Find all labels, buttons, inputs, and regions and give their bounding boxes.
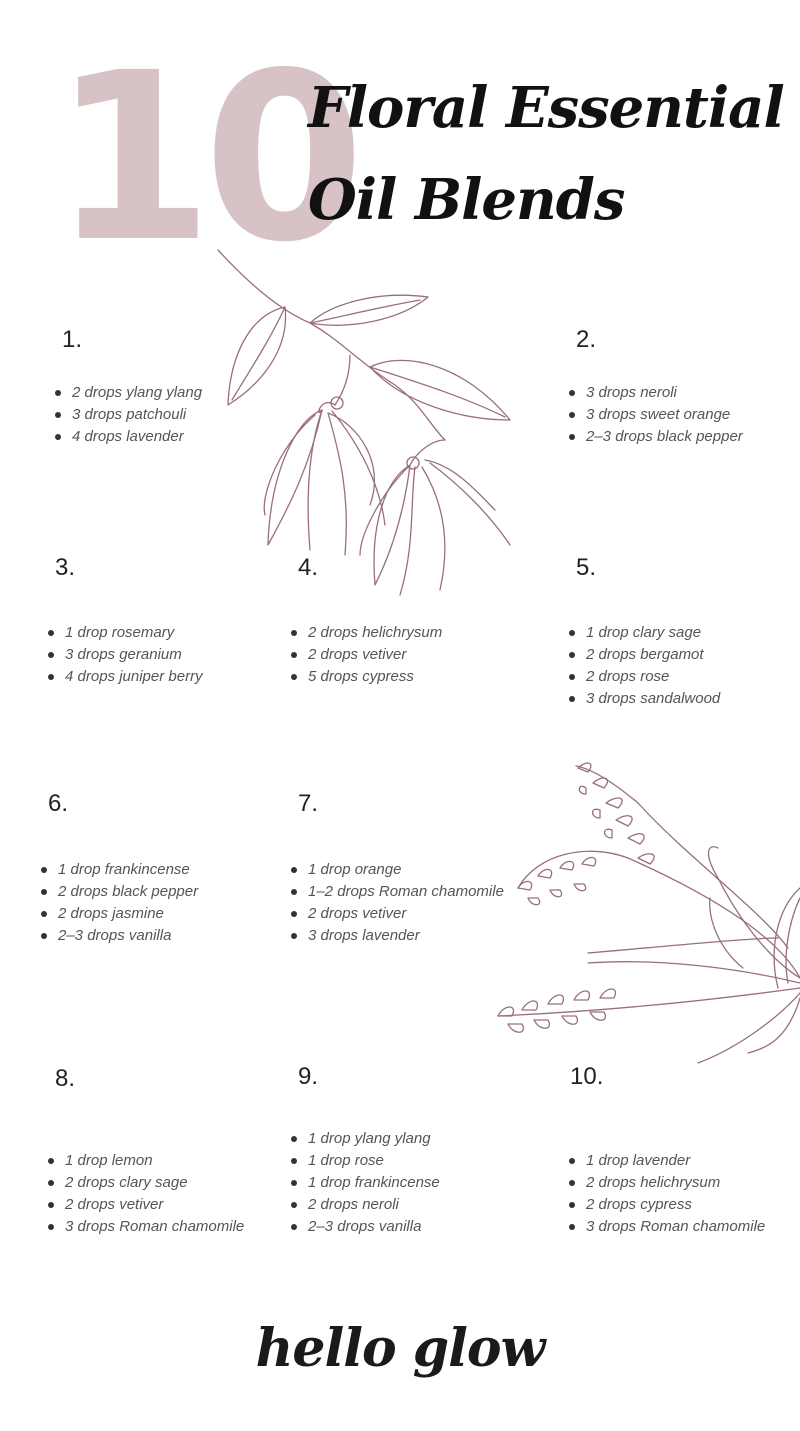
blend-number: 8. [55, 1065, 76, 1092]
page-title [308, 62, 784, 246]
bullet-icon [569, 674, 575, 680]
bullet-icon [291, 1158, 297, 1164]
big-number-ten: 10 [52, 23, 355, 293]
bullet-icon [291, 630, 297, 636]
ingredient-list [288, 859, 568, 947]
blend-number: 9. [298, 1063, 319, 1090]
list-item: 2 drops clary sage [45, 1172, 325, 1194]
blend-5 [576, 554, 800, 707]
list-item: 3 drops neroli [566, 382, 800, 404]
ingredient-list [38, 859, 318, 947]
blend-8 [55, 1065, 315, 1235]
list-item: 1 drop orange [288, 859, 568, 881]
bullet-icon [569, 390, 575, 396]
bullet-icon [291, 911, 297, 917]
list-item: 2–3 drops vanilla [288, 1216, 568, 1238]
ingredient-list [566, 1150, 800, 1238]
list-item: 1 drop frankincense [288, 1172, 568, 1194]
bullet-icon [41, 867, 47, 873]
list-item: 3 drops patchouli [52, 404, 332, 426]
list-item: 3 drops Roman chamomile [45, 1216, 325, 1238]
list-item: 1 drop ylang ylang [288, 1128, 568, 1150]
blend-number: 4. [298, 554, 319, 581]
blend-1 [62, 326, 322, 445]
bullet-icon [55, 434, 61, 440]
bullet-icon [569, 412, 575, 418]
ingredient-list [288, 622, 568, 688]
list-item: 1 drop rosemary [45, 622, 325, 644]
blend-number: 3. [55, 554, 76, 581]
list-item: 2 drops vetiver [288, 644, 568, 666]
list-item: 3 drops sandalwood [566, 688, 800, 710]
blend-4 [298, 554, 558, 685]
bullet-icon [291, 889, 297, 895]
brand-logo: hello glow [255, 1318, 545, 1379]
list-item: 2 drops vetiver [45, 1194, 325, 1216]
list-item: 2–3 drops vanilla [38, 925, 318, 947]
bullet-icon [569, 630, 575, 636]
bullet-icon [569, 696, 575, 702]
list-item: 2–3 drops black pepper [566, 426, 800, 448]
bullet-icon [48, 1158, 54, 1164]
list-item: 1 drop frankincense [38, 859, 318, 881]
blend-number: 7. [298, 790, 319, 817]
list-item: 3 drops Roman chamomile [566, 1216, 800, 1238]
bullet-icon [48, 1180, 54, 1186]
blend-9 [298, 1063, 558, 1235]
list-item: 4 drops lavender [52, 426, 332, 448]
title-line-1: Floral Essential [308, 75, 784, 141]
list-item: 2 drops rose [566, 666, 800, 688]
list-item: 1 drop lemon [45, 1150, 325, 1172]
list-item: 2 drops jasmine [38, 903, 318, 925]
bullet-icon [291, 1136, 297, 1142]
bullet-icon [41, 933, 47, 939]
bullet-icon [48, 674, 54, 680]
ingredient-list [566, 622, 800, 710]
list-item: 2 drops cypress [566, 1194, 800, 1216]
list-item: 3 drops geranium [45, 644, 325, 666]
bullet-icon [291, 867, 297, 873]
blend-2 [576, 326, 800, 445]
list-item: 1–2 drops Roman chamomile [288, 881, 568, 903]
blend-number: 6. [48, 790, 69, 817]
blend-number: 5. [576, 554, 597, 581]
blend-7 [298, 790, 558, 944]
list-item: 1 drop rose [288, 1150, 568, 1172]
bullet-icon [291, 933, 297, 939]
bullet-icon [41, 889, 47, 895]
blend-number: 1. [62, 326, 83, 353]
bullet-icon [291, 652, 297, 658]
bullet-icon [55, 412, 61, 418]
bullet-icon [48, 630, 54, 636]
bullet-icon [291, 674, 297, 680]
list-item: 2 drops bergamot [566, 644, 800, 666]
blend-6 [48, 790, 308, 944]
ingredient-list [45, 622, 325, 688]
list-item: 2 drops helichrysum [566, 1172, 800, 1194]
ingredient-list [45, 1150, 325, 1238]
bullet-icon [569, 1180, 575, 1186]
bullet-icon [291, 1180, 297, 1186]
list-item: 2 drops vetiver [288, 903, 568, 925]
list-item: 1 drop clary sage [566, 622, 800, 644]
bullet-icon [48, 1224, 54, 1230]
blend-number: 2. [576, 326, 597, 353]
bullet-icon [569, 434, 575, 440]
blend-10 [570, 1063, 800, 1235]
bullet-icon [569, 1224, 575, 1230]
bullet-icon [41, 911, 47, 917]
bullet-icon [569, 1158, 575, 1164]
blend-number: 10. [570, 1063, 604, 1090]
bullet-icon [48, 652, 54, 658]
list-item: 2 drops black pepper [38, 881, 318, 903]
bullet-icon [55, 390, 61, 396]
list-item: 2 drops helichrysum [288, 622, 568, 644]
list-item: 4 drops juniper berry [45, 666, 325, 688]
list-item: 3 drops sweet orange [566, 404, 800, 426]
ingredient-list [52, 382, 332, 448]
bullet-icon [291, 1202, 297, 1208]
list-item: 1 drop lavender [566, 1150, 800, 1172]
title-line-2: Oil Blends [308, 167, 625, 233]
bullet-icon [48, 1202, 54, 1208]
list-item: 5 drops cypress [288, 666, 568, 688]
list-item: 2 drops ylang ylang [52, 382, 332, 404]
bullet-icon [569, 652, 575, 658]
list-item: 3 drops lavender [288, 925, 568, 947]
blend-3 [55, 554, 315, 685]
bullet-icon [291, 1224, 297, 1230]
list-item: 2 drops neroli [288, 1194, 568, 1216]
ingredient-list [288, 1128, 568, 1238]
bullet-icon [569, 1202, 575, 1208]
ingredient-list [566, 382, 800, 448]
